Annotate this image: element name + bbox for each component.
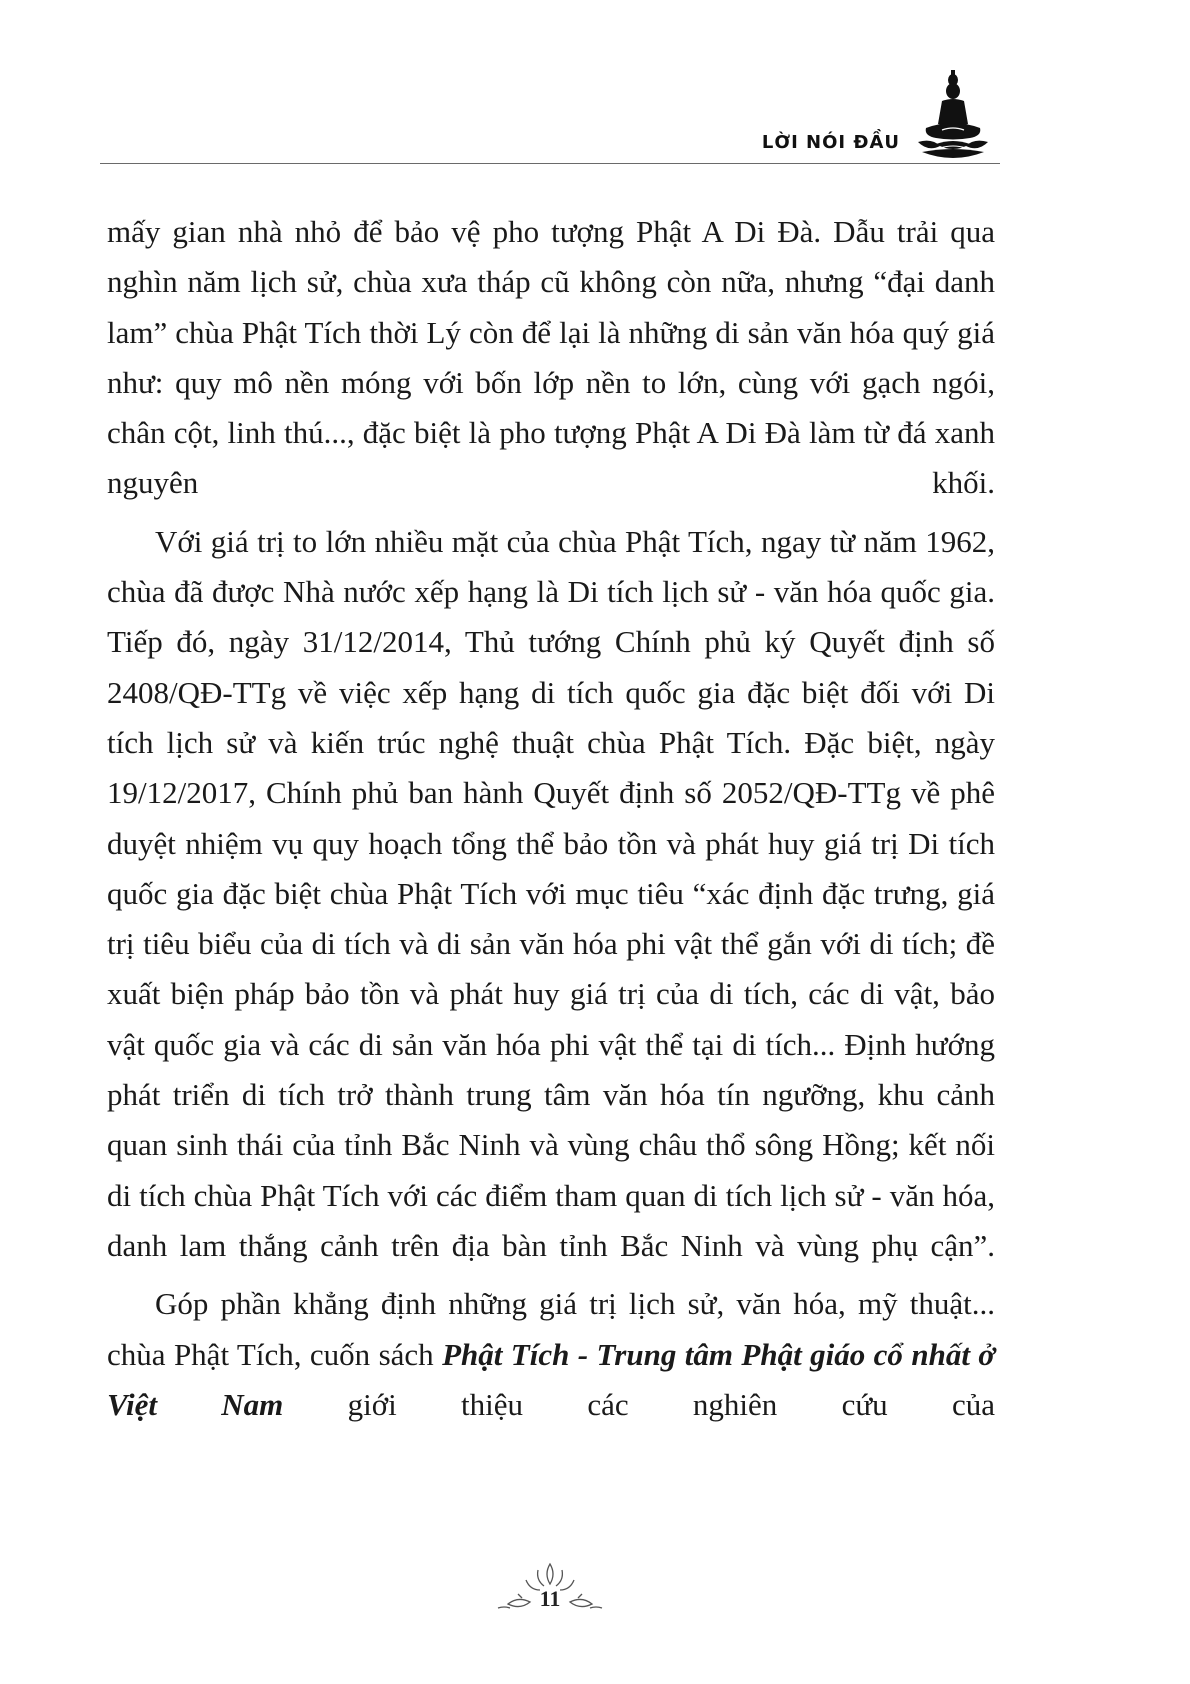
book-title: Phật Tích - Trung tâm Phật giáo cổ nhất ở Việt Nam xyxy=(107,1336,995,1422)
body-text xyxy=(107,207,995,1438)
page-footer xyxy=(490,1560,610,1630)
buddha-statue-icon xyxy=(912,68,994,164)
running-header xyxy=(100,64,1000,164)
paragraph-2: Với giá trị to lớn nhiều mặt của chùa Phật Tích, ngay từ năm 1962, chùa đã được Nhà nước xếp hạng là Di tích lịch sử - văn hóa quốc gia. Tiếp đó, ngày 31/12/2014, Thủ tướng Chính phủ ký Quyết định số 2408/QĐ-TTg về việc xếp hạng di tích quốc gia đặc biệt đối với Di tích lịch sử và kiến trúc nghệ thuật chùa Phật Tích. Đặc biệt, ngày 19/12/2017, Chính phủ ban hành Quyết định số 2052/QĐ-TTg về phê duyệt nhiệm vụ quy hoạch tổng thể bảo tồn và phát huy giá trị Di tích quốc gia đặc biệt chùa Phật Tích với mục tiêu “xác định đặc trưng, giá trị tiêu biểu của di tích và di sản văn hóa phi vật thể gắn với di tích; đề xuất biện pháp bảo tồn và phát huy giá trị của di tích, các di vật, bảo vật quốc gia và các di sản văn hóa phi vật thể tại di tích... Định hướng phát triển di tích trở thành trung tâm văn hóa tín ngưỡng, khu cảnh quan sinh thái của tỉnh Bắc Ninh và vùng châu thổ sông Hồng; kết nối di tích chùa Phật Tích với các điểm tham quan di tích lịch sử - văn hóa, danh lam thắng cảnh trên địa bàn tỉnh Bắc Ninh và vùng phụ cận”. xyxy=(107,523,995,1263)
chapter-title: LỜI NÓI ĐẦU xyxy=(761,132,900,153)
paragraph-1: mấy gian nhà nhỏ để bảo vệ pho tượng Phật A Di Đà. Dẫu trải qua nghìn năm lịch sử, chùa xưa tháp cũ không còn nữa, nhưng “đại danh lam” chùa Phật Tích thời Lý còn để lại là những di sản văn hóa quý giá như: quy mô nền móng với bốn lớp nền to lớn, cùng với gạch ngói, chân cột, linh thú..., đặc biệt là pho tượng Phật A Di Đà làm từ đá xanh nguyên khối. xyxy=(107,214,995,501)
paragraph-3-intro: Góp phần khẳng định những giá trị lịch sử, văn hóa, mỹ thuật... chùa Phật Tích, cuốn sách xyxy=(107,1286,995,1372)
header-divider xyxy=(100,163,1000,164)
paragraph-3 xyxy=(107,1279,995,1430)
page-number: 11 xyxy=(539,1586,561,1611)
paragraph-3-continuation: giới thiệu các nghiên cứu của xyxy=(283,1386,996,1422)
